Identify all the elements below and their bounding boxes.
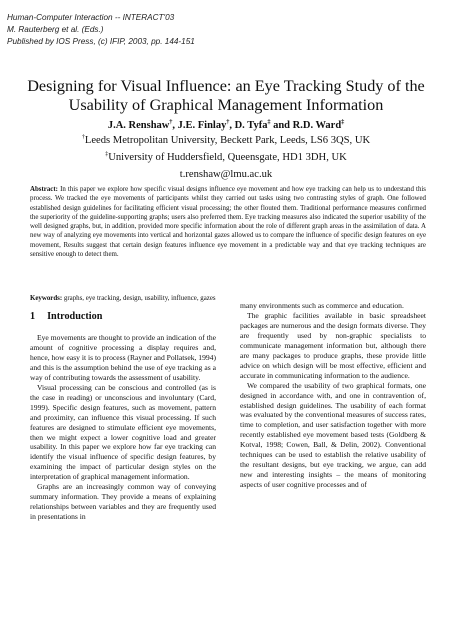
paragraph: Graphs are an increasingly common way of conveying summary information. They provide a means of explaining relationships between variables and they are frequently used in presentations in [30,482,216,522]
abstract-label: Abstract: [30,186,58,193]
affiliation-mark: † [169,119,173,126]
left-column [30,333,216,522]
affiliation-mark: ‡ [341,119,345,126]
section-title: Introduction [47,311,103,322]
affiliation-mark: ‡ [105,151,109,158]
affiliation-mark: ‡ [267,119,271,126]
affiliation-leeds [20,134,432,147]
affiliation-text: Leeds Metropolitan University, Beckett Park, Leeds, LS6 3QS, UK [84,135,371,146]
author-name: R.D. Ward [292,120,342,131]
affiliation-huddersfield [20,151,432,164]
header-editors: M. Rauterberg et al. (Eds.) [7,24,104,34]
running-header [7,12,195,47]
right-column [240,301,426,490]
keywords-label: Keywords: [30,295,63,302]
affiliation-mark: † [81,134,85,141]
section-number: 1 [30,311,36,322]
author-list: J.A. Renshaw†, J.E. Finlay†, D. Tyfa‡ and R.D. Ward‡ [107,119,345,131]
author-name: J.A. Renshaw [107,120,170,131]
paragraph: We compared the usability of two graphical formats, one designed in accordance with, and one in contravention of, established design guidelines. The usability of each format was evaluated by the conventional measures of success rates, time to completion, and user satisfaction together with more recently established eye movement based tests (Goldberg & Kotval, 1998; Cowen, Ball, & Delin, 2002). Conventional techniques can be used to establish the relative usability of the resultant designs, but eye tracking, we argue, can add new and interesting insights – the means of monitoring aspects of user cognitive processes and of [240,380,426,490]
header-publisher: Published by IOS Press, (c) IFIP, 2003, pp. 144-151 [7,36,195,46]
paragraph: Visual processing can be conscious and controlled (as is the case in reading) or unconscious and involuntary (Card, 1999). Specific design features, such as movement, pattern and proximity, can influence this visual processing. If such features are designed to stimulate efficient eye movements, then we might expect a lower cognitive load and greater usability. In this paper we explore how far eye tracking can identify the visual influence of specific design features, by examining the impact of particular design styles on the interpretation of graphical management information. [30,382,216,482]
author-name: D. Tyfa [234,120,268,131]
contact-email[interactable]: t.renshaw@lmu.ac.uk [179,169,273,180]
affiliation-text: University of Huddersfield, Queensgate, HD1 3DH, UK [108,152,347,163]
section-heading-introduction [30,311,216,323]
paragraph: Eye movements are thought to provide an indication of the amount of cognitive processing a display requires and, hence, how easy it is to process (Rayner and Pollatsek, 1994) and this is the assumption behind the use of eye tracking as a way of contributing towards the assessment of usability. [30,333,217,382]
paragraph: The graphic facilities available in basic spreadsheet packages are numerous and the design formats diverse. They are frequently used by non-graphic specialists to communicate management information but, although there are many packages to produce graphs, these provide little advice on which design will be most effective, efficient and accurate in communicating information to the audience. [240,310,426,380]
header-conference: Human-Computer Interaction -- INTERACT'03 [7,13,175,22]
author-name: J.E. Finlay [177,120,227,131]
paper-title: Designing for Visual Influence: an Eye Tracking Study of the Usability of Graphical Management Information [27,77,425,114]
abstract [30,185,426,259]
abstract-text: In this paper we explore how specific visual designs influence eye movement and how eye tracking can help us to understand this process. We tracked the eye movements of participants whilst they carried out tasks using two contrasting styles of graph. One followed established design guidelines for facilitating efficient visual processing; the other flouted them. Traditional performance measures confirmed the superiority of the guideline-supporting graphs; users also preferred them. Eye tracking measures also indicated the superior usability of the well designed graphs, but, in addition, provided more specific information about the role of different graph areas in the assimilation of data. A new way of analyzing eye movements into vertical and horizontal gazes allowed us to compare the influence of specific design features on eye movement, Results suggest that certain design features influence eye movement in a predictable way and that eye tracking techniques are sensitive enough to detect them. [30,186,426,259]
author-conjunction: and [273,120,291,131]
keywords-text: graphs, eye tracking, design, usability, influence, gazes [63,295,216,302]
paragraph-continued: many environments such as commerce and education. [240,301,404,310]
affiliation-mark: † [226,119,230,126]
